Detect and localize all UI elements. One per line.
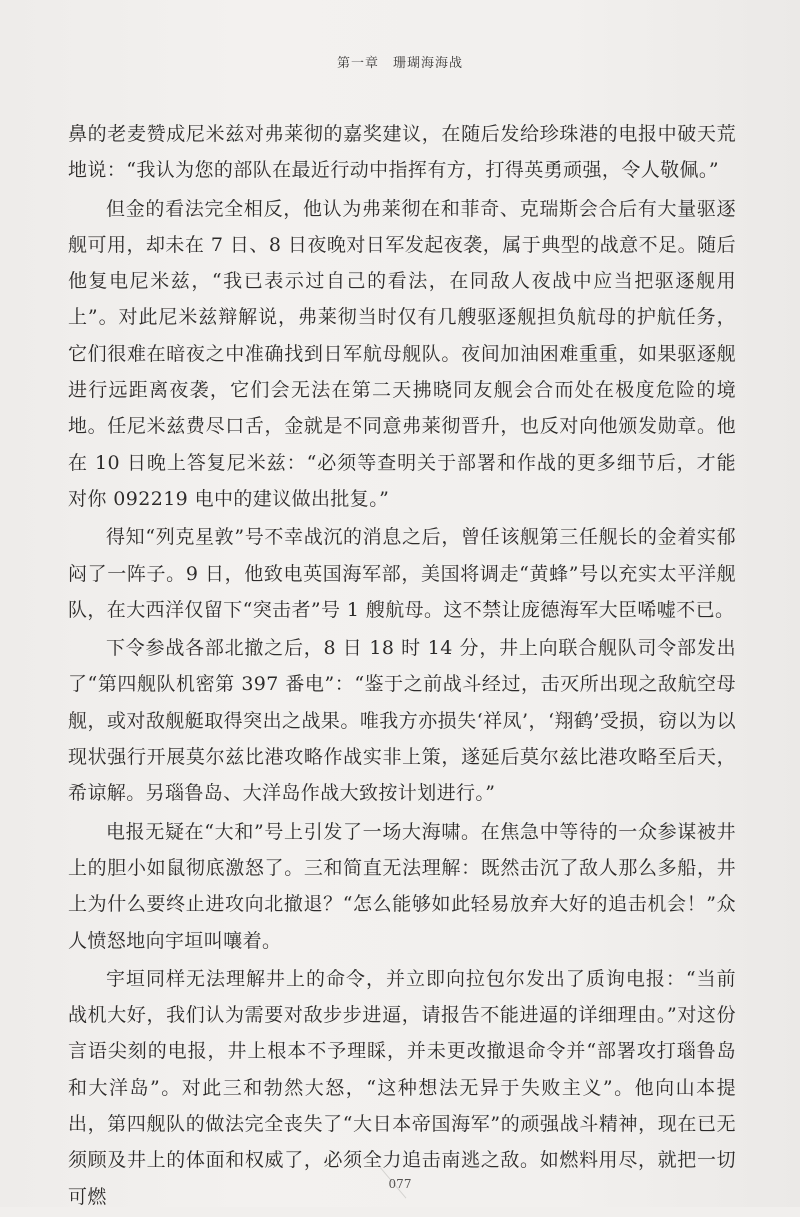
- paragraph: 宇垣同样无法理解井上的命令，并立即向拉包尔发出了质询电报：“当前战机大好，我们认为需要对敌步步进逼，请报告不能进逼的详细理由。”对这份言语尖刻的电报，井上根本不予理睬，并未更改撤退命令并“部署攻打瑙鲁岛和大洋岛”。对此三和勃然大怒，“这种想法无异于失败主义”。他向山本提出，第四舰队的做法完全丧失了“大日本帝国海军”的顽强战斗精神，现在已无须顾及井上的体面和权威了，必须全力追击南逃之敌。如燃料用尽，就把一切可燃: [68, 967, 736, 1208]
- paragraph: 电报无疑在“大和”号上引发了一场大海啸。在焦急中等待的一众参谋被井上的胆小如鼠彻底激怒了。三和简直无法理解：既然击沉了敌人那么多船，井上为什么要终止进攻向北撤退？“怎么能够如此轻易放弃大好的追击机会！”众人愤怒地向宇垣叫嚷着。: [68, 820, 736, 952]
- paragraph: 得知“列克星敦”号不幸战沉的消息之后，曾任该舰第三任舰长的金着实郁闷了一阵子。9 日，他致电英国海军部，美国将调走“黄蜂”号以充实太平洋舰队，在大西洋仅留下“突击者”号 1 艘航母。这不禁让庞德海军大臣唏嘘不已。: [68, 526, 736, 621]
- paragraph: 鼻的老麦赞成尼米兹对弗莱彻的嘉奖建议，在随后发给珍珠港的电报中破天荒地说：“我认为您的部队在最近行动中指挥有方，打得英勇顽强，令人敬佩。”: [68, 123, 736, 182]
- page-number: 077: [388, 1177, 412, 1191]
- body-text: [68, 116, 736, 1217]
- paragraph: 下令参战各部北撤之后，8 日 18 时 14 分，井上向联合舰队司令部发出了“第四舰队机密第 397 番电”：“鉴于之前战斗经过，击灭所出现之敌航空母舰，或对敌舰艇取得突出之战果。唯我方亦损失‘祥凤’，‘翔鹤’受损，窃以为以现状强行开展莫尔兹比港攻略作战实非上策，遂延后莫尔兹比港攻略至后天，希谅解。另瑙鲁岛、大洋岛作战大致按计划进行。”: [68, 637, 736, 805]
- running-head: 第一章 珊瑚海海战: [336, 56, 463, 71]
- paragraph: 但金的看法完全相反，他认为弗莱彻在和菲奇、克瑞斯会合后有大量驱逐舰可用，却未在 7 日、8 日夜晚对日军发起夜袭，属于典型的战意不足。随后他复电尼米兹，“我已表示过自己的看法，在同敌人夜战中应当把驱逐舰用上”。对此尼米兹辩解说，弗莱彻当时仅有几艘驱逐舰担负航母的护航任务，它们很难在暗夜之中准确找到日军航母舰队。夜间加油困难重重，如果驱逐舰进行远距离夜袭，它们会无法在第二天拂晓同友舰会合而处在极度危险的境地。任尼米兹费尽口舌，金就是不同意弗莱彻晋升，也反对向他颁发勋章。他在 10 日晚上答复尼米兹：“必须等查明关于部署和作战的更多细节后，才能对你 092219 电中的建议做出批复。”: [68, 197, 736, 510]
